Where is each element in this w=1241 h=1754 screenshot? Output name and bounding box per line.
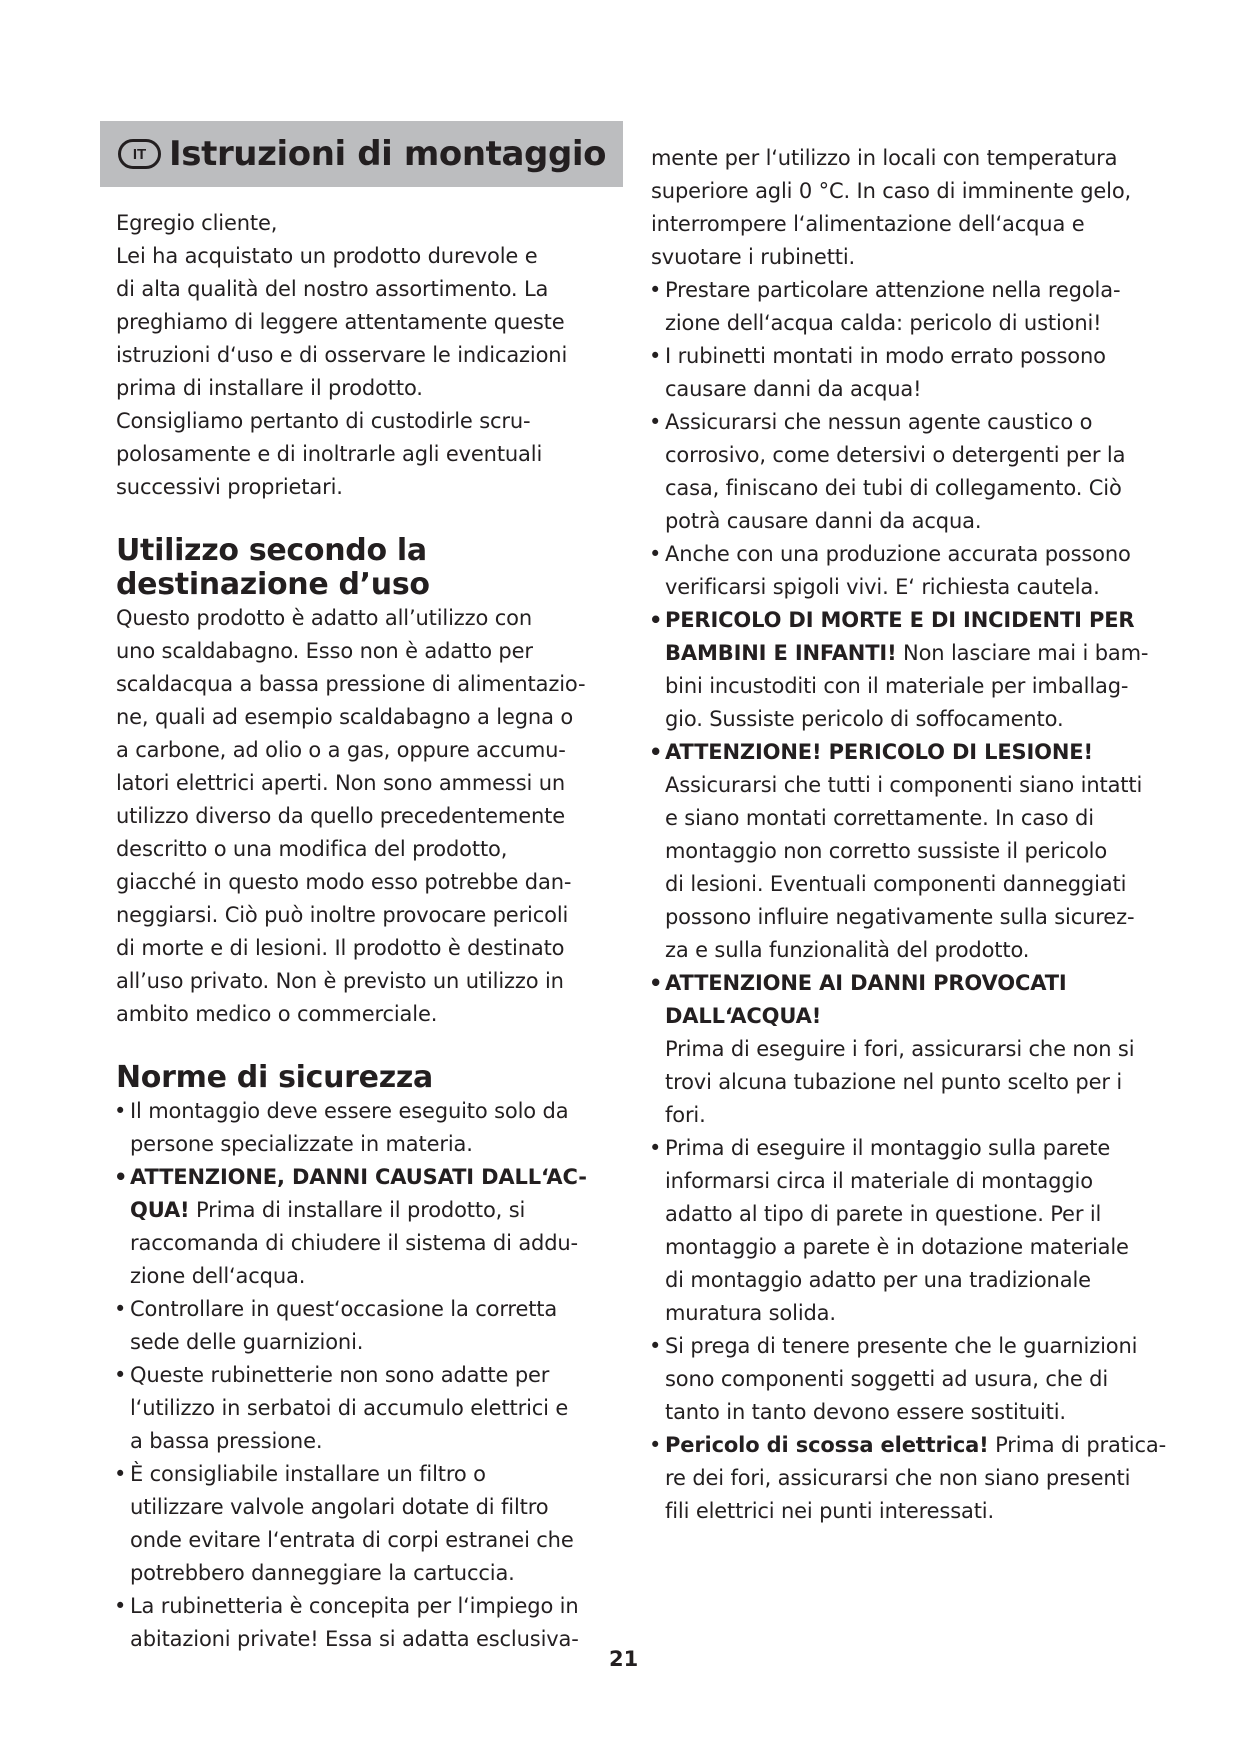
text-line: abitazioni private! Essa si adatta esclusiva- [130,1627,579,1651]
text-line: Assicurarsi che tutti i componenti siano intatti [665,773,1143,797]
list-item-warning: • PERICOLO DI MORTE E DI INCIDENTI PER [651,604,1151,637]
text-line: neggiarsi. Ciò può inoltre provocare pericoli [116,903,569,927]
text-line: re dei fori, assicurarsi che non siano presenti [665,1466,1131,1490]
text-line: corrosivo, come detersivi o detergenti per la [665,443,1126,467]
list-item [651,1429,1167,1462]
heading-intended-use-line2: destinazione d’uso [116,567,430,602]
text-line: raccomanda di chiudere il sistema di addu- [130,1231,578,1255]
text-line: l‘utilizzo in serbatoi di accumulo elettrici e [130,1396,569,1420]
text-line: fori. [665,1103,706,1127]
text-line: tanto in tanto devono essere sostituiti. [665,1400,1066,1424]
text-line: giacché in questo modo esso potrebbe dan- [116,870,572,894]
text-line: verificarsi spigoli vivi. E‘ richiesta cautela. [665,575,1100,599]
left-column [116,207,616,1656]
text-span: Prima di installare il prodotto, si [189,1198,526,1222]
list-item: • I rubinetti montati in modo errato possono [651,340,1151,373]
list-item: • Anche con una produzione accurata possono [651,538,1151,571]
text-line: fili elettrici nei punti interessati. [665,1499,995,1523]
text-line: latori elettrici aperti. Non sono ammessi un [116,771,566,795]
page-number: 21 [609,1647,639,1671]
text-line: Consigliamo pertanto di custodirle scru- [116,409,531,433]
text-line: bini incustoditi con il materiale per imballag- [665,674,1129,698]
text-line: onde evitare l‘entrata di corpi estranei che [130,1528,574,1552]
text-line: svuotare i rubinetti. [651,245,856,269]
list-item: • Si prega di tenere presente che le guarnizioni [651,1330,1151,1363]
text-line: montaggio a parete è in dotazione materiale [665,1235,1129,1259]
text-span: Prima di pratica- [988,1433,1167,1457]
text-line: di alta qualità del nostro assortimento. La [116,277,549,301]
text-line: ne, quali ad esempio scaldabagno a legna o [116,705,574,729]
section-title-bar [100,121,623,187]
text-line: sede delle guarnizioni. [130,1330,364,1354]
warning-text: QUA! [130,1198,190,1222]
text-line: interrompere l‘alimentazione dell‘acqua e [651,212,1085,236]
text-line: successivi proprietari. [116,475,343,499]
text-line: zione dell‘acqua calda: pericolo di ustioni! [665,311,1102,335]
text-line: prima di installare il prodotto. [116,376,423,400]
text-line: scaldacqua a bassa pressione di alimentazio- [116,672,586,696]
warning-text: Pericolo di scossa elettrica! [665,1433,989,1457]
text-line: potrebbero danneggiare la cartuccia. [130,1561,515,1585]
text-line: persone specializzate in materia. [130,1132,473,1156]
list-item: • Queste rubinetterie non sono adatte per [116,1359,616,1392]
text-line: informarsi circa il materiale di montaggio [665,1169,1093,1193]
intended-use-paragraph [116,602,616,1031]
list-item: • Il montaggio deve essere eseguito solo da [116,1095,616,1128]
list-item-warning: • ATTENZIONE, DANNI CAUSATI DALL‘AC- [116,1161,616,1194]
list-item: • È consigliabile installare un filtro o [116,1458,616,1491]
text-span: Non lasciare mai i bam- [896,641,1149,665]
text-line: adatto al tipo di parete in questione. Per il [665,1202,1102,1226]
text-line: istruzioni d‘uso e di osservare le indicazioni [116,343,568,367]
list-item: • La rubinetteria è concepita per l‘impiego in [116,1590,616,1623]
text-line: gio. Sussiste pericolo di soffocamento. [665,707,1064,731]
text-line: e siano montati correttamente. In caso di [665,806,1094,830]
text-line: descritto o una modifica del prodotto, [116,837,508,861]
list-item-warning: • ATTENZIONE AI DANNI PROVOCATI [651,967,1151,1000]
text-line: Egregio cliente, [116,211,278,235]
text-line: utilizzare valvole angolari dotate di filtro [130,1495,549,1519]
text-line [651,637,1151,670]
text-line: trovi alcuna tubazione nel punto scelto per i [665,1070,1123,1094]
list-item-warning: • ATTENZIONE! PERICOLO DI LESIONE! [651,736,1151,769]
text-line: zione dell‘acqua. [130,1264,306,1288]
text-line: casa, finiscano dei tubi di collegamento. Ciò [665,476,1122,500]
text-line: di lesioni. Eventuali componenti danneggiati [665,872,1127,896]
text-line: all’uso privato. Non è previsto un utilizzo in [116,969,564,993]
text-line: di morte e di lesioni. Il prodotto è destinato [116,936,565,960]
text-line: za e sulla funzionalità del prodotto. [665,938,1030,962]
list-item: • Assicurarsi che nessun agente caustico o [651,406,1151,439]
text-line: preghiamo di leggere attentamente queste [116,310,565,334]
text-line: a bassa pressione. [130,1429,323,1453]
heading-safety-rules: Norme di sicurezza [116,1060,433,1095]
text-line: utilizzo diverso da quello precedentemente [116,804,565,828]
text-line: causare danni da acqua! [665,377,922,401]
text-line: uno scaldabagno. Esso non è adatto per [116,639,533,663]
text-line: Prima di eseguire i fori, assicurarsi che non si [665,1037,1135,1061]
list-item: • Prestare particolare attenzione nella regola- [651,274,1151,307]
text-line: possono influire negativamente sulla sicurez- [665,905,1135,929]
page-title: Istruzioni di montaggio [169,134,607,174]
text-line: superiore agli 0 °C. In caso di imminente gelo, [651,179,1132,203]
text-line: potrà causare danni da acqua. [665,509,982,533]
list-item: • Prima di eseguire il montaggio sulla parete [651,1132,1151,1165]
language-badge-it: IT [118,139,161,169]
text-line: di montaggio adatto per una tradizionale [665,1268,1091,1292]
intro-paragraph [116,207,616,504]
warning-text: DALL‘ACQUA! [665,1004,822,1028]
text-line: Questo prodotto è adatto all’utilizzo con [116,606,533,630]
text-line: sono componenti soggetti ad usura, che di [665,1367,1109,1391]
list-item: • Controllare in quest‘occasione la corretta [116,1293,616,1326]
text-line: polosamente e di inoltrarle agli eventuali [116,442,543,466]
text-line: muratura solida. [665,1301,836,1325]
text-line: Lei ha acquistato un prodotto durevole e [116,244,538,268]
text-line: montaggio non corretto sussiste il pericolo [665,839,1108,863]
warning-text: BAMBINI E INFANTI! [665,641,897,665]
text-line: ambito medico o commerciale. [116,1002,438,1026]
right-column [651,142,1167,1528]
safety-list [116,1095,616,1656]
text-line: mente per l‘utilizzo in locali con temperatura [651,146,1118,170]
heading-intended-use: Utilizzo secondo la [116,533,427,568]
text-line [116,1194,616,1227]
text-line: a carbone, ad olio o a gas, oppure accumu- [116,738,566,762]
